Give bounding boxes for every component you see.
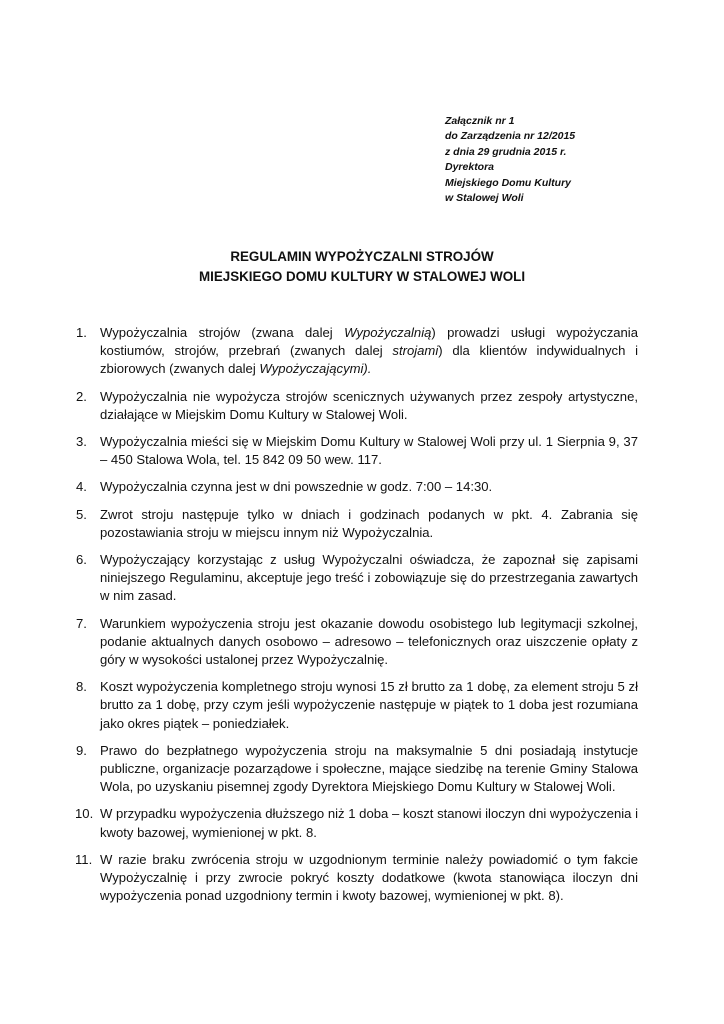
rule-text-segment: Wypożyczalnia nie wypożycza strojów scenicznych używanych przez zespoły artystyczne, działające w Miejskim Domu Kultury w Stalowej Woli. [100,388,638,422]
rule-text-segment: Zwrot stroju następuje tylko w dniach i godzinach podanych w pkt. 4. Zabrania się pozostawiania stroju w miejscu innym niż Wypożyczalnia. [100,506,638,540]
rule-text [100,324,638,379]
rule-text [100,615,638,670]
rule-number: 2. [76,388,87,404]
rule-item [76,615,638,670]
rule-number: 9. [76,742,87,758]
rule-text-segment: Wypożyczalnia strojów (zwana dalej [100,325,345,340]
title-line: MIEJSKIEGO DOMU KULTURY W STALOWEJ WOLI [198,269,526,284]
rule-number: 10. [75,806,94,822]
rule-number: 5. [76,506,87,522]
rule-text [100,851,638,906]
annex-header [445,114,575,206]
annex-line: z dnia 29 grudnia 2015 r. [445,145,567,158]
rule-number: 1. [76,325,87,340]
annex-line: do Zarządzenia nr 12/2015 [445,130,576,143]
annex-line: w Stalowej Woli [445,192,524,205]
rule-number: 3. [76,434,87,450]
rule-item [76,388,638,424]
rule-text-segment: W razie braku zwrócenia stroju w uzgodnionym terminie należy powiadomić o tym fakcie Wypożyczalnię i przy zwrocie pokryć koszty dodatkowe (kwota stanowiąca iloczyn dni wypożyczenia ponad uzgodniony termin i kwoty bazowej, wymienionej w pkt. 8). [100,851,638,904]
rule-text-italic: Wypożyczalnią [344,325,432,340]
title-line: REGULAMIN WYPOŻYCZALNI STROJÓW [230,249,494,264]
rule-text-segment: W przypadku wypożyczenia dłuższego niż 1 doba – koszt stanowi iloczyn dni wypożyczenia i kwoty bazowej, wymienionej w pkt. 8. [100,806,638,840]
rule-text-segment: Wypożyczający korzystając z usług Wypożyczalni oświadcza, że zapoznał się zapisami niniejszego Regulaminu, akceptuje jego treść i zobowiązuje się do przestrzegania zawartych w nim zasad. [100,552,638,604]
rule-text-segment: Wypożyczalnia czynna jest w dni powszednie w godz. 7:00 – 14:30. [100,479,493,495]
rule-text [100,388,638,424]
rules-list [76,324,638,914]
rule-text-segment: Prawo do bezpłatnego wypożyczenia stroju na maksymalnie 5 dni posiadają instytucje publiczne, organizacje pozarządowe i społeczne, mające siedzibę na terenie Gminy Stalowa Wola, po uzyskaniu pisemnej zgody Dyrektora Miejskiego Domu Kultury w Stalowej Woli. [100,742,638,795]
document-title [0,247,724,287]
rule-text-segment: Koszt wypożyczenia kompletnego stroju wynosi 15 zł brutto za 1 dobę, za element stroju 5 zł brutto za 1 dobę, przy czym jeśli wypożyczenie następuje w piątek to 1 doba jest rozumiana jako okres piątek – poniedziałek. [100,679,638,731]
rule-text [100,478,638,496]
rule-text-segment: Wypożyczalnia mieści się w Miejskim Domu Kultury w Stalowej Woli przy ul. 1 Sierpnia 9, 37 – 450 Stalowa Wola, tel. 15 842 09 50 wew. 117. [100,434,638,468]
rule-text-italic: strojami [392,343,439,359]
rule-text [100,551,638,606]
rule-number: 7. [76,615,87,631]
annex-line: Miejskiego Domu Kultury [445,176,572,189]
rule-item [76,851,638,906]
annex-line: Załącznik nr 1 [445,115,515,127]
rule-text-segment: Warunkiem wypożyczenia stroju jest okazanie dowodu osobistego lub legitymacji szkolnej, podanie aktualnych danych osobowo – adresowo – telefonicznych oraz uiszczenie opłaty z góry w wysokości ustalonej przez Wypożyczalnię. [100,615,638,668]
annex-line: Dyrektora [445,161,495,174]
rule-text [100,678,638,733]
rule-text [100,742,638,797]
rule-item [76,678,638,733]
rule-item [76,742,638,797]
rule-item [76,433,638,469]
rule-item [76,551,638,606]
rule-number: 6. [76,552,87,568]
rule-text-segment: ) dla klientów indywidualnych i zbiorowych (zwanych dalej [100,343,638,377]
rule-item [76,805,638,841]
rule-number: 8. [76,679,87,695]
rule-item [76,506,638,542]
rule-item [76,324,638,379]
rule-number: 11. [75,851,93,867]
rule-text [100,805,638,841]
rule-text [100,433,638,469]
rule-number: 4. [76,479,87,495]
rule-text [100,506,638,542]
rule-text-segment: ) prowadzi usługi wypożyczania kostiumów, strojów, przebrań (zwanych dalej [100,325,638,359]
rule-text-italic: Wypożyczającymi). [259,361,372,377]
rule-item [76,478,638,496]
